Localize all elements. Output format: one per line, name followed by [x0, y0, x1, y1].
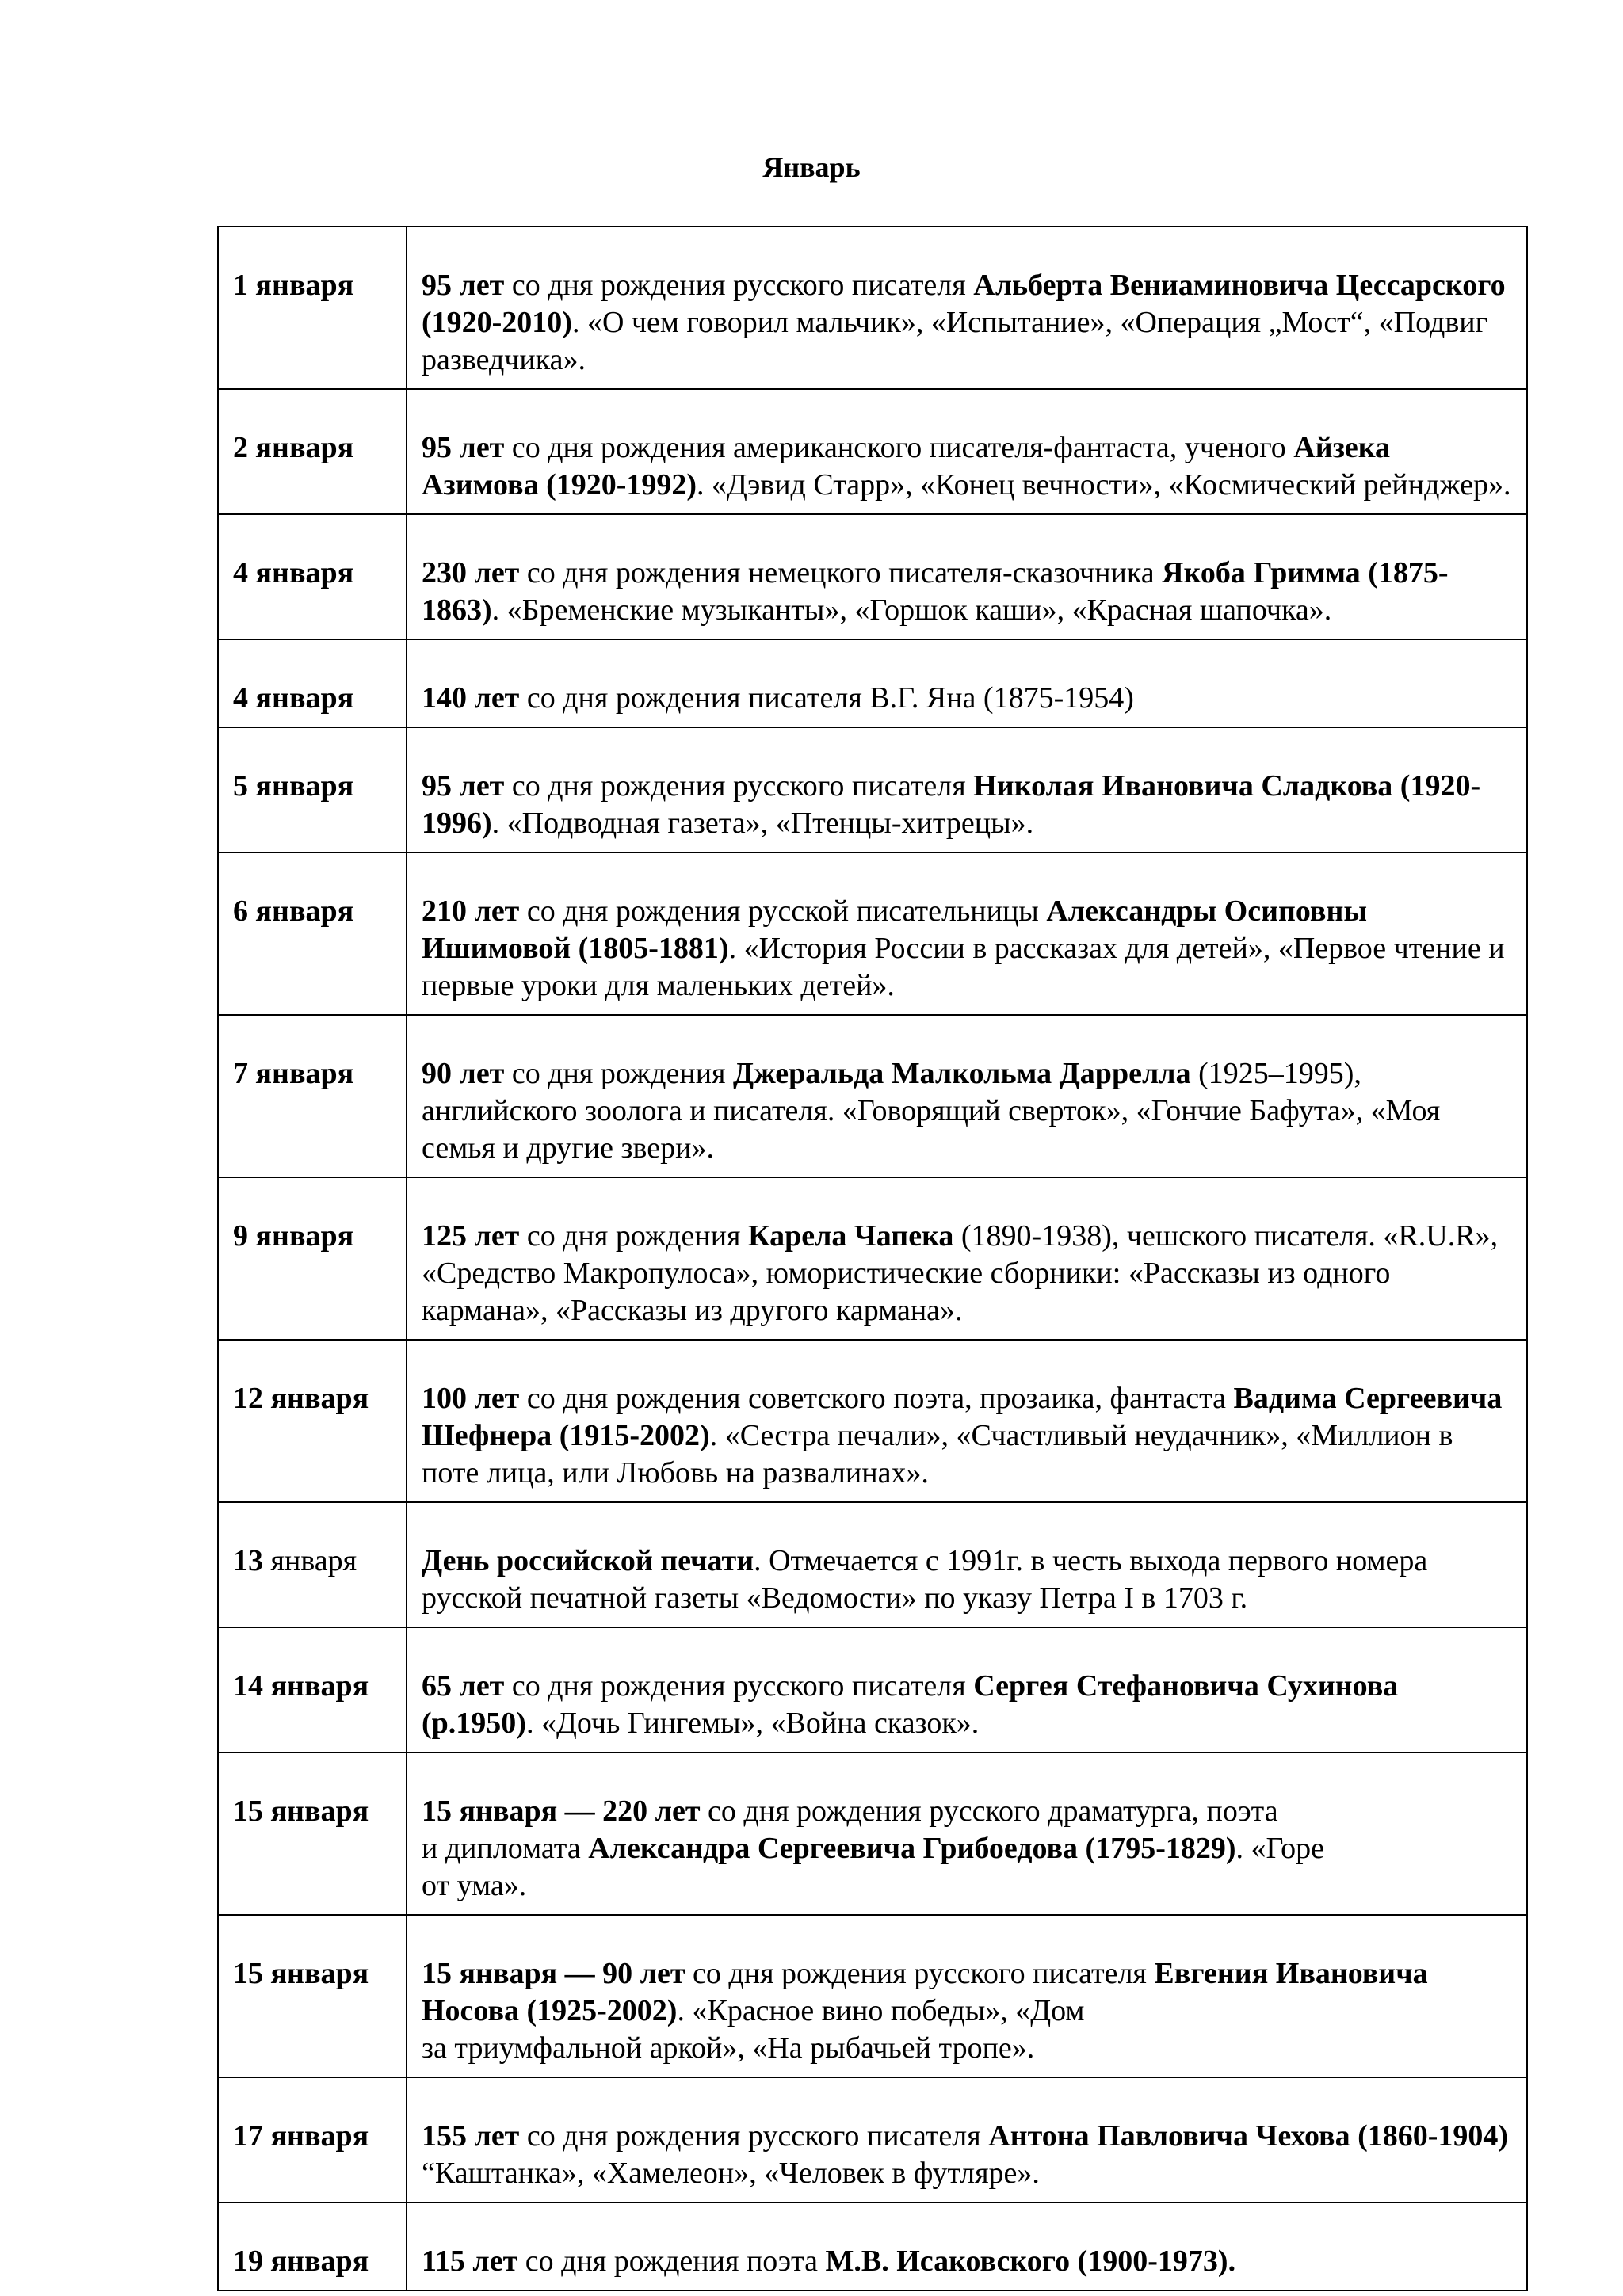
- description-text: со дня рождения русского драматурга, поэта: [700, 1794, 1278, 1828]
- date-label: 15 января: [233, 1794, 369, 1828]
- description-bold-text: Александра Сергеевича Грибоедова (1795-1829): [588, 1832, 1236, 1865]
- description-text: со дня рождения русского писателя: [504, 269, 974, 302]
- date-label: 1 января: [233, 269, 354, 302]
- description-text: со дня рождения русского писателя: [685, 1957, 1155, 1990]
- description-cell: [407, 1502, 1527, 1627]
- table-row: [218, 1340, 1527, 1502]
- description-text: и дипломата: [422, 1832, 589, 1865]
- description-cell: [407, 852, 1527, 1015]
- anniversary-table: [217, 226, 1528, 2291]
- description-text: . «История России в рассказах для детей», «Первое чтение и первые уроки для маленьких детей».: [422, 932, 1505, 1002]
- description-text: со дня рождения: [519, 1219, 749, 1253]
- description-text: . «О чем говорил мальчик», «Испытание», «Операция „Мост“, «Подвиг разведчика».: [422, 306, 1488, 376]
- description-bold-text: Карела Чапека: [748, 1219, 954, 1253]
- description-bold-text: День российской печати: [422, 1544, 754, 1577]
- description-text: (1925–1995), английского зоолога и писателя. «Говорящий сверток», «Гончие Бафута», «Моя семья и другие звери».: [422, 1057, 1441, 1165]
- date-cell: [218, 1015, 407, 1177]
- date-cell: [218, 639, 407, 727]
- table-row: [218, 2077, 1527, 2203]
- date-label: 19 января: [233, 2245, 369, 2278]
- description-bold-text: 155 лет: [422, 2119, 520, 2153]
- description-bold-text: Антона Павловича Чехова (1860-1904): [988, 2119, 1509, 2153]
- date-label: 9 января: [233, 1219, 354, 1253]
- table-row: [218, 727, 1527, 852]
- description-bold-text: 210 лет: [422, 894, 520, 928]
- table-row: [218, 2203, 1527, 2290]
- table-row: [218, 1502, 1527, 1627]
- description-bold-text: Альберта Вениаминовича Цессарского (1920-2010): [422, 269, 1506, 339]
- date-cell: [218, 1340, 407, 1502]
- description-cell: [407, 1177, 1527, 1340]
- description-cell: [407, 2203, 1527, 2290]
- description-text: . «Горе: [1235, 1832, 1325, 1865]
- description-bold-text: 15 января — 90 лет: [422, 1957, 685, 1990]
- description-text: (1890-1938), чешского писателя. «R.U.R», «Средство Макропулоса», юмористические сборники: «Рассказы из одного кармана», «Рассказы из другого кармана».: [422, 1219, 1499, 1327]
- date-label: 2 января: [233, 431, 354, 464]
- description-text: . «Сестра печали», «Счастливый неудачник», «Миллион в поте лица, или Любовь на развалинах».: [422, 1419, 1453, 1489]
- description-text: от ума».: [422, 1869, 527, 1902]
- description-cell: [407, 727, 1527, 852]
- table-row: [218, 389, 1527, 514]
- date-cell: [218, 1502, 407, 1627]
- description-bold-text: Николая Ивановича Сладкова (1920-1996): [422, 769, 1481, 840]
- date-cell: [218, 227, 407, 389]
- description-bold-text: 65 лет: [422, 1669, 505, 1703]
- description-bold-text: Сергея Стефановича Сухинова (р.1950): [422, 1669, 1399, 1740]
- description-bold-text: 230 лет: [422, 556, 520, 589]
- description-text: за триумфальной аркой», «На рыбачьей тропе».: [422, 2031, 1035, 2065]
- date-cell: [218, 1753, 407, 1915]
- description-text: со дня рождения русской писательницы: [519, 894, 1047, 928]
- description-text: . «Бременские музыканты», «Горшок каши», «Красная шапочка».: [491, 593, 1332, 627]
- table-row: [218, 227, 1527, 389]
- description-text: . «Дэвид Старр», «Конец вечности», «Космический рейнджер».: [697, 468, 1511, 502]
- table-row: [218, 1627, 1527, 1753]
- date-cell: [218, 389, 407, 514]
- description-bold-text: Евгения Ивановича Носова (1925-2002): [422, 1957, 1428, 2027]
- description-text: . «Подводная газета», «Птенцы-хитрецы».: [491, 807, 1034, 840]
- description-cell: [407, 227, 1527, 389]
- date-cell: [218, 1627, 407, 1753]
- table-row: [218, 1915, 1527, 2077]
- description-cell: [407, 1015, 1527, 1177]
- table-row: [218, 1753, 1527, 1915]
- description-text: “Каштанка», «Хамелеон», «Человек в футляре».: [422, 2157, 1040, 2190]
- description-bold-text: 95 лет: [422, 269, 505, 302]
- date-label: 12 января: [233, 1382, 369, 1415]
- date-cell: [218, 1177, 407, 1340]
- description-text: со дня рождения советского поэта, прозаика, фантаста: [519, 1382, 1234, 1415]
- description-cell: [407, 639, 1527, 727]
- date-label: 17 января: [233, 2119, 369, 2153]
- table-row: [218, 1015, 1527, 1177]
- description-text: со дня рождения русского писателя: [504, 1669, 974, 1703]
- description-text: со дня рождения: [504, 1057, 734, 1090]
- description-text: со дня рождения американского писателя-фантаста, ученого: [504, 431, 1286, 464]
- table-row: [218, 639, 1527, 727]
- date-label: 4 января: [233, 556, 354, 589]
- description-text: со дня рождения немецкого писателя-сказочника: [519, 556, 1163, 589]
- description-bold-text: 90 лет: [422, 1057, 505, 1090]
- date-label: 15 января: [233, 1957, 369, 1990]
- description-cell: [407, 2077, 1527, 2203]
- date-cell: [218, 727, 407, 852]
- page-title: Январь: [762, 151, 861, 183]
- description-bold-text: 95 лет: [422, 769, 505, 803]
- description-text: со дня рождения русского писателя: [519, 2119, 989, 2153]
- description-text: со дня рождения русского писателя: [504, 769, 974, 803]
- description-cell: [407, 1340, 1527, 1502]
- date-label: 6 января: [233, 894, 354, 928]
- description-cell: [407, 1753, 1527, 1915]
- table-row: [218, 1177, 1527, 1340]
- date-label-month: января: [263, 1544, 357, 1577]
- description-text: . «Дочь Гингемы», «Война сказок».: [525, 1707, 980, 1740]
- description-bold-text: 125 лет: [422, 1219, 520, 1253]
- date-cell: [218, 514, 407, 639]
- description-bold-text: Якоба Гримма (1875-1863): [422, 556, 1449, 627]
- description-cell: [407, 1627, 1527, 1753]
- date-cell: [218, 2203, 407, 2290]
- description-text: со дня рождения писателя В.Г. Яна (1875-1954): [519, 681, 1134, 715]
- date-label: 7 января: [233, 1057, 354, 1090]
- description-text: . «Красное вино победы», «Дом: [677, 1994, 1085, 2027]
- description-bold-text: 95 лет: [422, 431, 505, 464]
- date-cell: [218, 852, 407, 1015]
- date-cell: [218, 2077, 407, 2203]
- date-cell: [218, 1915, 407, 2077]
- description-bold-text: Джеральда Малкольма Даррелла: [733, 1057, 1191, 1090]
- description-text: . Отмечается с 1991г. в честь выхода первого номера русской печатной газеты «Ведомости» по указу Петра I в 1703 г.: [422, 1544, 1428, 1615]
- date-label: 14 января: [233, 1669, 369, 1703]
- date-label: 4 января: [233, 681, 354, 715]
- description-bold-text: 140 лет: [422, 681, 520, 715]
- date-label: 13: [233, 1544, 263, 1577]
- date-label: 5 января: [233, 769, 354, 803]
- description-bold-text: Вадима Сергеевича Шефнера (1915-2002): [422, 1382, 1503, 1452]
- description-bold-text: Айзека Азимова (1920-1992): [422, 431, 1391, 502]
- description-bold-text: М.В. Исаковского (1900-1973).: [825, 2245, 1236, 2278]
- table-row: [218, 514, 1527, 639]
- description-bold-text: 115 лет: [422, 2245, 518, 2278]
- description-bold-text: Александры Осиповны Ишимовой (1805-1881): [422, 894, 1368, 965]
- table-row: [218, 852, 1527, 1015]
- description-bold-text: 15 января — 220 лет: [422, 1794, 701, 1828]
- description-cell: [407, 389, 1527, 514]
- description-text: со дня рождения поэта: [517, 2245, 826, 2278]
- description-bold-text: 100 лет: [422, 1382, 520, 1415]
- anniversary-table-body: [218, 227, 1527, 2290]
- description-cell: [407, 1915, 1527, 2077]
- description-cell: [407, 514, 1527, 639]
